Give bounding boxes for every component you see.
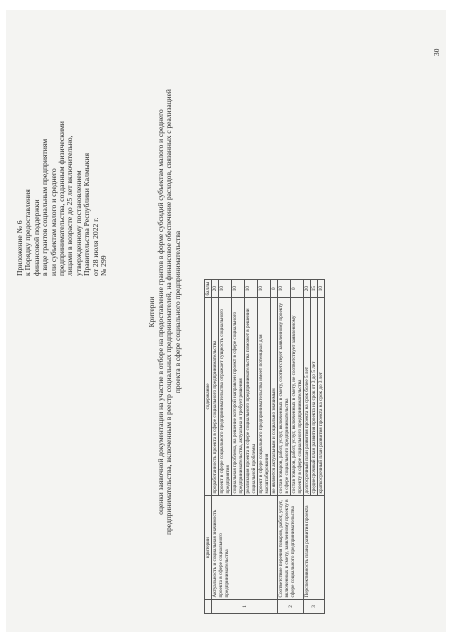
title-line-3: проекта в сфере социального предпринимательства [172,230,182,394]
criterion-points: 10 [245,280,258,298]
criterion-points: 10 [258,280,271,298]
criterion-points: 10 [232,280,245,298]
appendix-line: к Порядку предоставления [23,189,33,276]
header-number [205,600,212,614]
criterion-content: проект в сфере социального предпринимательства имеет потенциал для масштабирования [258,298,271,496]
criterion-points: 10 [278,280,291,298]
criterion-number: 3 [304,600,325,614]
header-points: баллы [205,281,211,296]
criterion-content: долгосрочный план развития проекта на срок более 5 лет [304,298,311,496]
criterion-content: проработанность проекта в сфере социального предпринимательства [212,298,219,496]
criterion-number: 1 [212,600,278,614]
appendix-line: утвержденному постановлением [73,170,83,276]
title-line-1: оценки заявочной документации на участие в отборе на предоставление грантов в форме субсидий субъектам малого и среднего [155,109,165,515]
criterion-name: Перспективность плана развития проекта [304,496,325,600]
appendix-line: финансовой поддержки [31,199,41,276]
criterion-content: среднесрочный план развития проекта на срок от 3 до 5 лет [311,298,318,496]
criterion-points: 0 [291,280,304,298]
criterion-number: 2 [278,600,304,614]
title-heading: Критерии [147,296,156,328]
criterion-content: не является актуальным и социально значимым [271,298,278,496]
appendix-line: от 28 июля 2022 г. [90,217,100,276]
table-row [278,280,291,614]
rotated-document [6,10,446,632]
appendix-line: в виде грантов социальным предприятиям [40,138,50,276]
criterion-points: 20 [212,280,219,298]
scanned-page [6,10,446,632]
table-row [304,280,311,614]
title-line-2: предпринимательства, включенным в реестр социальных предпринимателей, на финансовое обеспечение расходов, связанных с реализацией [164,89,174,535]
criterion-name: Актуальность и социальная значимость проекта в сфере социального предпринимательства [212,496,278,600]
criterion-name: Соответствие перечня товаров, работ, услуг, включенных в смету, заявленному проекту в сфере социального предпринимательства [278,496,304,600]
criteria-table [204,279,325,614]
header-criteria: критерии [205,496,212,600]
page-number: 30 [432,48,441,56]
criterion-points: 10 [318,280,325,298]
criterion-content: краткосрочный план развития проекта на срок до 3 лет [318,298,325,496]
criteria-table-body [212,280,325,614]
appendix-line: или субъектам малого и среднего [48,168,58,276]
appendix-line: № 299 [99,255,109,276]
criterion-points: 15 [311,280,318,298]
table-header-row [205,280,212,614]
criterion-points: 0 [271,280,278,298]
criterion-content: состав товаров, работ, услуг, включенных в смету, не соответствует заявленному проекту в сфере социального предпринимательства [291,298,304,496]
header-content: содержание [205,298,212,496]
appendix-line: лицами в возрасте до 25 лет включительно, [65,135,75,276]
criterion-content: реализация проекта в сфере социального предпринимательства поможет в решении социальной проблемы [245,298,258,496]
criterion-content: состав товаров, работ, услуг, включенных в смету, соответствует заявленному проекту в сфере социального предпринимательства [278,298,291,496]
document-title [148,32,182,592]
criterion-content: социальная проблема, на решение которой направлен проект в сфере социального предпринимательства, актуальна и требует решения [232,298,245,496]
criterion-points: 10 [219,280,232,298]
table-row [212,280,219,614]
appendix-line: Приложение № 6 [15,220,24,276]
appendix-line: Правительства Республики Калмыкия [82,152,92,276]
criterion-points: 20 [304,280,311,298]
appendix-line: предпринимательства, созданным физическими [57,121,67,276]
appendix-note [16,121,108,276]
criterion-content: проект в сфере социального предпринимательства отражает сущность социального предприятия [219,298,232,496]
